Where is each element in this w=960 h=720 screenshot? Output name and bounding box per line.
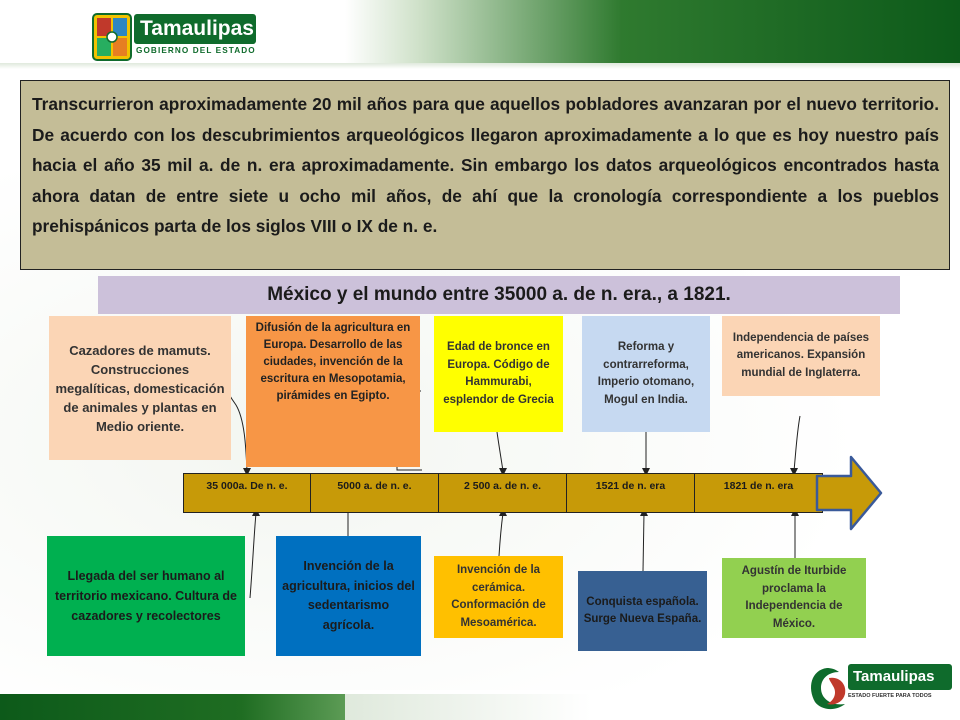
mexico-event-1: [47, 536, 245, 656]
world-event-2: [246, 316, 420, 467]
timeline-segment-3: 2 500 a. de n. e.: [438, 473, 567, 513]
world-event-2-text: Difusión de la agricultura en Europa. Desarrollo de las ciudades, invención de la escritura en Mesopotamia, pirámides en Egipto.: [255, 322, 411, 402]
timeline-segment-1: 35 000a. De n. e.: [183, 473, 311, 513]
world-event-5: [722, 316, 880, 396]
header-subtitle: GOBIERNO DEL ESTADO: [136, 46, 256, 55]
world-event-5-text: Independencia de países americanos. Expansión mundial de Inglaterra.: [732, 331, 870, 379]
timeline-segment-5: 1821 de n. era: [694, 473, 823, 513]
timeline-segment-4: 1521 de n. era: [566, 473, 695, 513]
header-brand: Tamaulipas: [134, 14, 256, 44]
timeline-segment-2: 5000 a. de n. e.: [310, 473, 439, 513]
intro-text: Transcurrieron aproximadamente 20 mil años para que aquellos pobladores avanzaran por el nuevo territorio. De acuerdo con los descubrimientos arqueológicos llegaron aproximadamente a lo que es hoy nuestro país hacia el año 35 mil a. de n. era aproximadamente. Sin embargo los datos arqueológicos encontrados hasta ahora datan de entre siete u ocho mil años, de ahí que la cronología correspondiente a los pueblos prehispánicos parta de los siglos VIII o IX de n. e.: [32, 94, 939, 236]
swirl-logo-icon: [805, 664, 850, 714]
mexico-event-5-text: Agustín de Iturbide proclama la Independencia de México.: [741, 565, 847, 630]
world-event-3-text: Edad de bronce en Europa. Código de Hammurabi, esplendor de Grecia: [443, 341, 554, 406]
mexico-event-2: [276, 536, 421, 656]
state-shield-icon: [92, 13, 132, 61]
world-event-1: [49, 316, 231, 460]
world-event-4-text: Reforma y contrarreforma, Imperio otomano, Mogul en India.: [597, 341, 695, 406]
mexico-event-3-text: Invención de la cerámica. Conformación de Mesoamérica.: [451, 564, 546, 629]
mexico-event-1-text: Llegada del ser humano al territorio mexicano. Cultura de cazadores y recolectores: [55, 569, 237, 623]
timeline-title: México y el mundo entre 35000 a. de n. era., a 1821.: [98, 276, 900, 314]
header-shadow: [0, 63, 960, 69]
footer-green-band: [0, 694, 345, 720]
mexico-event-4-text: Conquista española. Surge Nueva España.: [583, 595, 702, 625]
world-event-3: [434, 316, 563, 432]
footer-slogan: ESTADO FUERTE PARA TODOS: [848, 693, 932, 699]
mexico-event-5: [722, 558, 866, 638]
timeline-arrow-icon: [815, 455, 885, 531]
world-event-4: [582, 316, 710, 432]
footer-brand: Tamaulipas: [848, 664, 952, 690]
mexico-event-3: [434, 556, 563, 638]
header-green-band: [345, 0, 960, 63]
mexico-event-4: [578, 571, 707, 651]
world-event-1-text: Cazadores de mamuts. Construcciones megalíticas, domesticación de animales y plantas en Medio oriente.: [55, 342, 225, 434]
intro-box: [20, 80, 950, 270]
mexico-event-2-text: Invención de la agricultura, inicios del sedentarismo agrícola.: [282, 559, 415, 632]
